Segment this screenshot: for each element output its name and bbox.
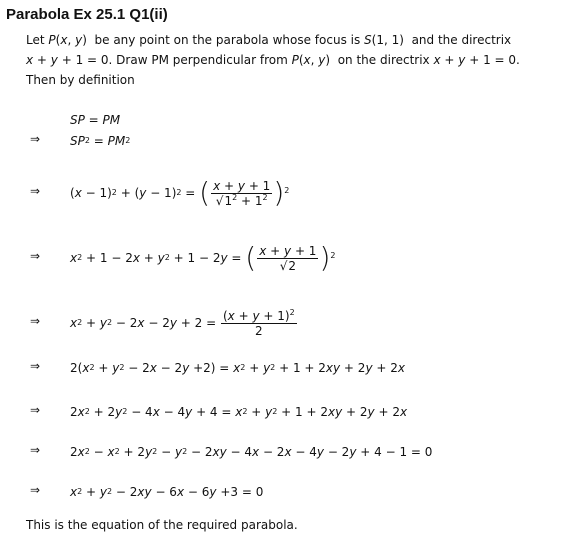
implies-arrow: ⇒ xyxy=(30,314,41,328)
step-row xyxy=(0,480,562,504)
step-row xyxy=(0,241,562,274)
implies-arrow: ⇒ xyxy=(30,443,41,457)
equation: x 2 + y 2 − 2 xy − 6 x − 6 y +3 = 0 xyxy=(70,485,264,499)
intro-line-2: x + y + 1 = 0. Draw PM perpendicular from P(x, y) on the directrix x + y + 1 = 0. xyxy=(26,53,520,67)
equation: ( x − 1) 2 + ( y − 1) 2 = ( $\frac{x + y + 1}{√1^2 + 1^2}$ ) 2 xyxy=(70,176,290,209)
problem-intro xyxy=(26,30,551,90)
implies-arrow: ⇒ xyxy=(30,403,41,417)
page-title: Parabola Ex 25.1 Q1(ii) xyxy=(6,6,168,23)
step-row xyxy=(0,176,562,209)
step-row xyxy=(0,440,562,464)
conclusion-text: This is the equation of the required parabola. xyxy=(26,518,298,532)
implies-arrow: ⇒ xyxy=(30,249,41,263)
equation: x 2 + y 2 − 2 x − 2 y + 2 = $\frac{(x + y + 1)^2}{2}$ xyxy=(70,307,295,338)
step-row xyxy=(0,307,562,338)
step-row xyxy=(0,356,562,380)
implies-arrow: ⇒ xyxy=(30,483,41,497)
intro-line-3: Then by definition xyxy=(26,73,135,87)
implies-arrow: ⇒ xyxy=(30,184,41,198)
implies-arrow: ⇒ xyxy=(30,132,41,146)
equation: 2 x 2 − x 2 + 2 y 2 − y 2 − 2 xy − 4 x − 2 x − 4 y − 2 y + 4 − 1 = 0 xyxy=(70,445,433,459)
implies-arrow: ⇒ xyxy=(30,359,41,373)
step-row xyxy=(0,400,562,424)
equation: SP = PM xyxy=(70,113,121,127)
equation: 2 x 2 + 2 y 2 − 4 x − 4 y + 4 = x 2 + y 2 + 1 + 2 xy + 2 y + 2 x xyxy=(70,405,408,419)
step-row xyxy=(0,129,562,153)
intro-line-1: Let P(x, y) be any point on the parabola whose focus is S(1, 1) and the directrix xyxy=(26,33,512,47)
equation: 2( x 2 + y 2 − 2 x − 2 y +2) = x 2 + y 2 + 1 + 2 xy + 2 y + 2 x xyxy=(70,361,405,375)
equation: SP 2 = PM 2 xyxy=(70,134,131,148)
equation: x 2 + 1 − 2 x + y 2 + 1 − 2 y = ( $\frac{x + y + 1}{√2}$ ) 2 xyxy=(70,241,336,274)
